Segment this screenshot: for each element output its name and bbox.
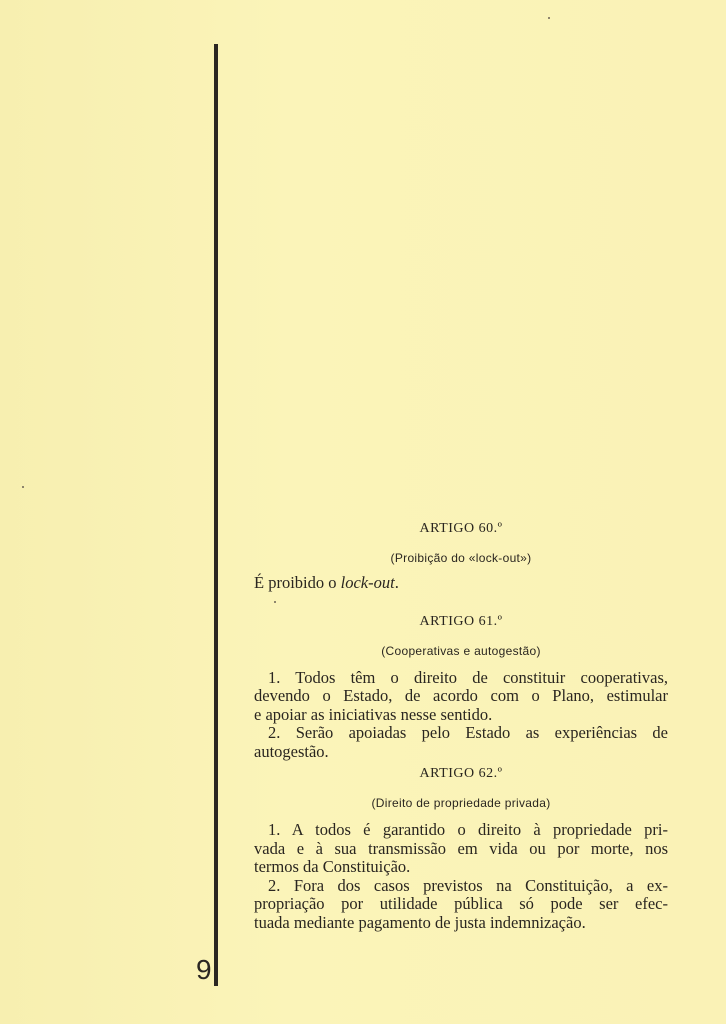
- article-subtitle: (Direito de propriedade privada): [371, 796, 551, 810]
- text-line: vada e à sua transmissão em vida ou por morte, nos: [254, 838, 668, 858]
- article-subtitle: (Cooperativas e autogestão): [381, 643, 541, 658]
- article-body: [254, 821, 668, 932]
- paper-speck: [548, 17, 550, 19]
- text-line: termos da Constituição.: [254, 857, 411, 876]
- paper-speck: [22, 486, 24, 488]
- article-title: ARTIGO 62.º: [419, 766, 503, 781]
- text-line: e apoiar as iniciativas nesse sentido.: [254, 704, 493, 724]
- page-number: 9: [196, 954, 212, 985]
- text-line: 2. Fora dos casos previstos na Constituição, a ex-: [268, 875, 668, 895]
- article-body: [254, 669, 668, 762]
- article-60: [254, 520, 668, 593]
- italic-term: lock-out: [340, 573, 395, 592]
- text-line: 2. Serão apoiadas pelo Estado as experiências de: [268, 723, 668, 742]
- article-title: ARTIGO 60.º: [419, 521, 503, 536]
- article-subtitle: (Proibição do «lock-out»): [390, 551, 532, 565]
- articles-column: [254, 520, 668, 932]
- text-line: autogestão.: [254, 741, 329, 761]
- text-line: devendo o Estado, de acordo com o Plano, estimular: [254, 686, 668, 705]
- article-text: É proibido o lock-out.: [254, 573, 399, 592]
- text-line: 1. Todos têm o direito de constituir cooperativas,: [268, 667, 668, 687]
- text-line: tuada mediante pagamento de justa indemnização.: [254, 912, 586, 932]
- text-line: propriação por utilidade pública só pode ser efec-: [254, 894, 668, 913]
- text-line: 1. A todos é garantido o direito à propriedade pri-: [268, 820, 668, 839]
- article-title: ARTIGO 61.º: [419, 613, 503, 629]
- article-61: [254, 613, 668, 762]
- article-62: [254, 765, 668, 932]
- vertical-rule: [214, 44, 218, 986]
